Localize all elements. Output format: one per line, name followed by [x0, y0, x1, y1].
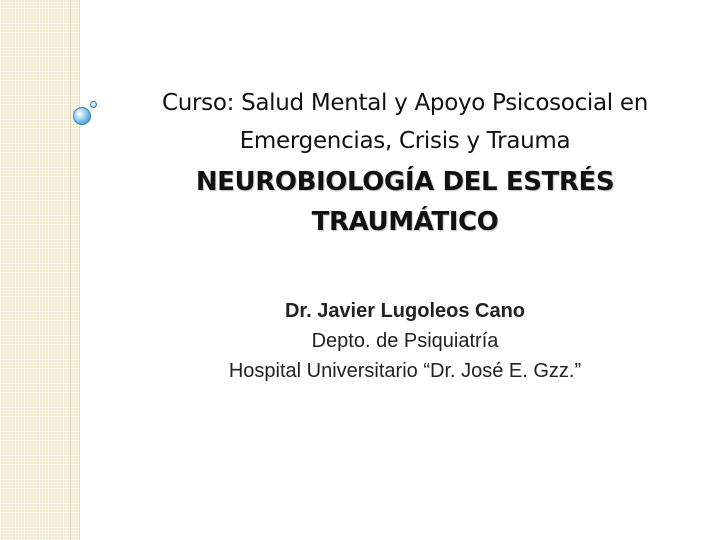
institution: Hospital Universitario “Dr. José E. Gzz.” [228, 360, 582, 382]
decorative-divider-line [79, 0, 80, 540]
slide-title-line-1: NEUROBIOLOGÍA DEL ESTRÉS [195, 167, 615, 197]
author-name: Dr. Javier Lugoleos Cano [284, 300, 526, 322]
decorative-side-band [0, 0, 79, 540]
slide-title-line-2: TRAUMÁTICO [311, 207, 499, 237]
large-bubble-icon [73, 107, 91, 125]
course-name-line-1: Curso: Salud Mental y Apoyo Psicosocial en [161, 90, 649, 116]
department: Depto. de Psiquiatría [311, 330, 499, 352]
small-bubble-icon [90, 101, 97, 108]
title-block [110, 84, 700, 242]
author-block [110, 296, 700, 386]
decorative-divider-line [70, 0, 71, 540]
course-name-line-2: Emergencias, Crisis y Trauma [239, 128, 571, 154]
